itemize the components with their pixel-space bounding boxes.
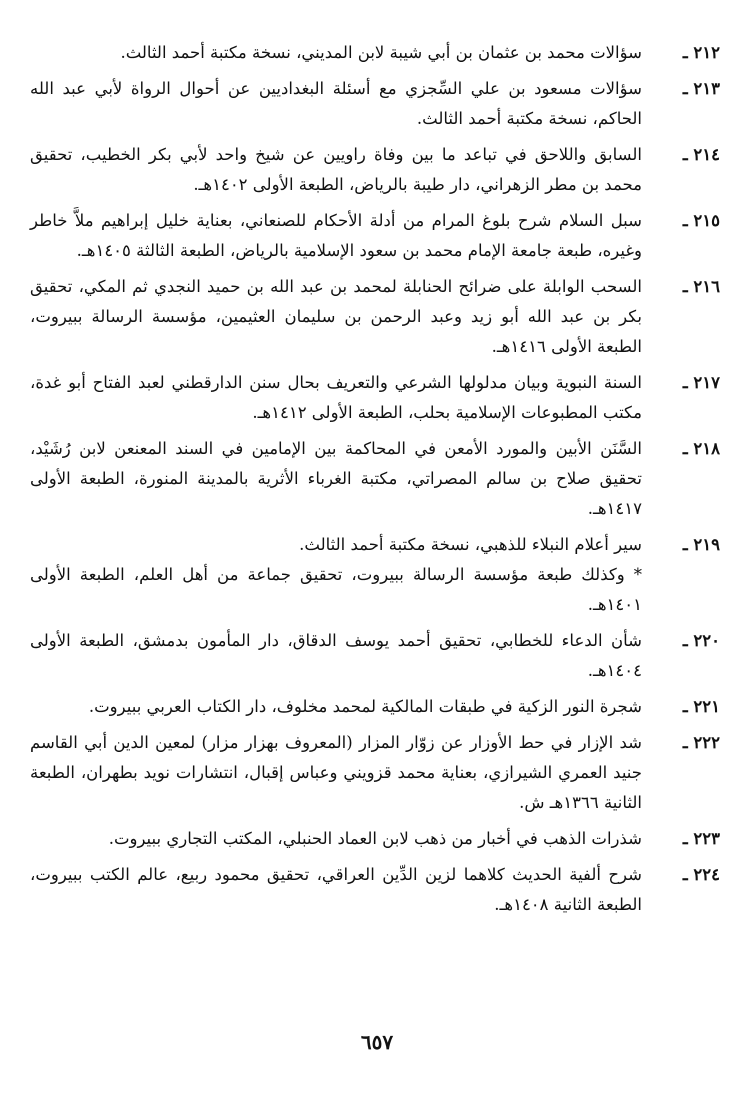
entry-number: ٢١٩ ـ	[682, 535, 720, 554]
entry-text: سؤالات مسعود بن علي السِّجزي مع أسئلة البغداديين عن أحوال الرواة لأبي عبد الله الحاكم، نسخة مكتبة أحمد الثالث.	[30, 79, 642, 128]
entry-text: السنة النبوية وبيان مدلولها الشرعي والتعريف بحال سنن الدارقطني لعبد الفتاح أبو غدة، مكتب المطبوعات الإسلامية بحلب، الطبعة الأولى ١٤١٢هـ.	[30, 373, 642, 422]
entry-text: سؤالات محمد بن عثمان بن أبي شيبة لابن المديني، نسخة مكتبة أحمد الثالث.	[120, 43, 642, 62]
bibliography-entry	[30, 368, 720, 428]
entry-text: السابق واللاحق في تباعد ما بين وفاة راويين عن شيخ واحد لأبي بكر الخطيب، تحقيق محمد بن مطر الزهراني، دار طيبة بالرياض، الطبعة الأولى ١٤٠٢هـ.	[30, 145, 642, 194]
entry-number: ٢٢١ ـ	[682, 697, 720, 716]
entry-number: ٢٢٣ ـ	[682, 829, 720, 848]
bibliography-entry	[30, 728, 720, 818]
entry-text: السحب الوابلة على ضرائح الحنابلة لمحمد بن عبد الله بن حميد النجدي ثم المكي، تحقيق بكر بن عبد الله أبو زيد وعبد الرحمن بن سليمان العثيمين، مؤسسة الرسالة ببيروت، الطبعة الأولى ١٤١٦هـ.	[30, 277, 642, 356]
entry-text: شجرة النور الزكية في طبقات المالكية لمحمد مخلوف، دار الكتاب العربي ببيروت.	[88, 697, 642, 716]
entry-number: ٢١٨ ـ	[682, 439, 720, 458]
page-number: ٦٥٧	[360, 1030, 394, 1054]
entry-text: شأن الدعاء للخطابي، تحقيق أحمد يوسف الدقاق، دار المأمون بدمشق، الطبعة الأولى ١٤٠٤هـ.	[30, 631, 642, 680]
bibliography-entry	[30, 38, 720, 68]
entry-text: السَّنَن الأبين والمورد الأمعن في المحاكمة بين الإمامين في السند المعنعن لابن رُشَيْد، تحقيق صلاح بن سالم المصراتي، مكتبة الغرباء الأثرية بالمدينة المنورة، الطبعة الأولى ١٤١٧هـ.	[30, 439, 642, 518]
entry-number: ٢١٦ ـ	[682, 277, 720, 296]
bibliography-entry	[30, 860, 720, 920]
entry-number: ٢٢٤ ـ	[682, 865, 720, 884]
entry-number: ٢٢٢ ـ	[682, 733, 720, 752]
bibliography-entry	[30, 824, 720, 854]
entry-number: ٢١٣ ـ	[682, 79, 720, 98]
bibliography-entry	[30, 140, 720, 200]
entry-number: ٢١٥ ـ	[682, 211, 720, 230]
bibliography-entry	[30, 626, 720, 686]
entry-text: شد الإزار في حط الأوزار عن زوّار المزار (المعروف بهزار مزار) لمعين الدين أبي القاسم جنيد العمري الشيرازي، بعناية محمد قزويني وعباس إقبال، انتشارات نويد بطهران، الطبعة الثانية ١٣٦٦هـ ش.	[30, 733, 642, 812]
bibliography-entry	[30, 272, 720, 362]
entry-number: ٢٢٠ ـ	[682, 631, 720, 650]
entry-number: ٢١٤ ـ	[682, 145, 720, 164]
entry-text: سبل السلام شرح بلوغ المرام من أدلة الأحكام للصنعاني، بعناية خليل إبراهيم ملاَّ خاطر وغيره، طبعة جامعة الإمام محمد بن سعود الإسلامية بالرياض، الطبعة الثالثة ١٤٠٥هـ.	[30, 211, 642, 260]
bibliography-entry	[30, 530, 720, 560]
bibliography-entry	[30, 434, 720, 524]
entry-note: * وكذلك طبعة مؤسسة الرسالة ببيروت، تحقيق جماعة من أهل العلم، الطبعة الأولى ١٤٠١هـ.	[30, 565, 642, 614]
entry-text: شرح ألفية الحديث كلاهما لزين الدِّين العراقي، تحقيق محمود ربيع، عالم الكتب ببيروت، الطبعة الثانية ١٤٠٨هـ.	[30, 865, 642, 914]
bibliography-entry	[30, 692, 720, 722]
entry-text: سير أعلام النبلاء للذهبي، نسخة مكتبة أحمد الثالث.	[299, 535, 642, 554]
bibliography-entry	[30, 74, 720, 134]
entry-number: ٢١٧ ـ	[682, 373, 720, 392]
bibliography-entry	[30, 206, 720, 266]
entry-text: شذرات الذهب في أخبار من ذهب لابن العماد الحنبلي، المكتب التجاري ببيروت.	[108, 829, 642, 848]
entry-number: ٢١٢ ـ	[682, 43, 720, 62]
bibliography-page	[30, 38, 720, 926]
